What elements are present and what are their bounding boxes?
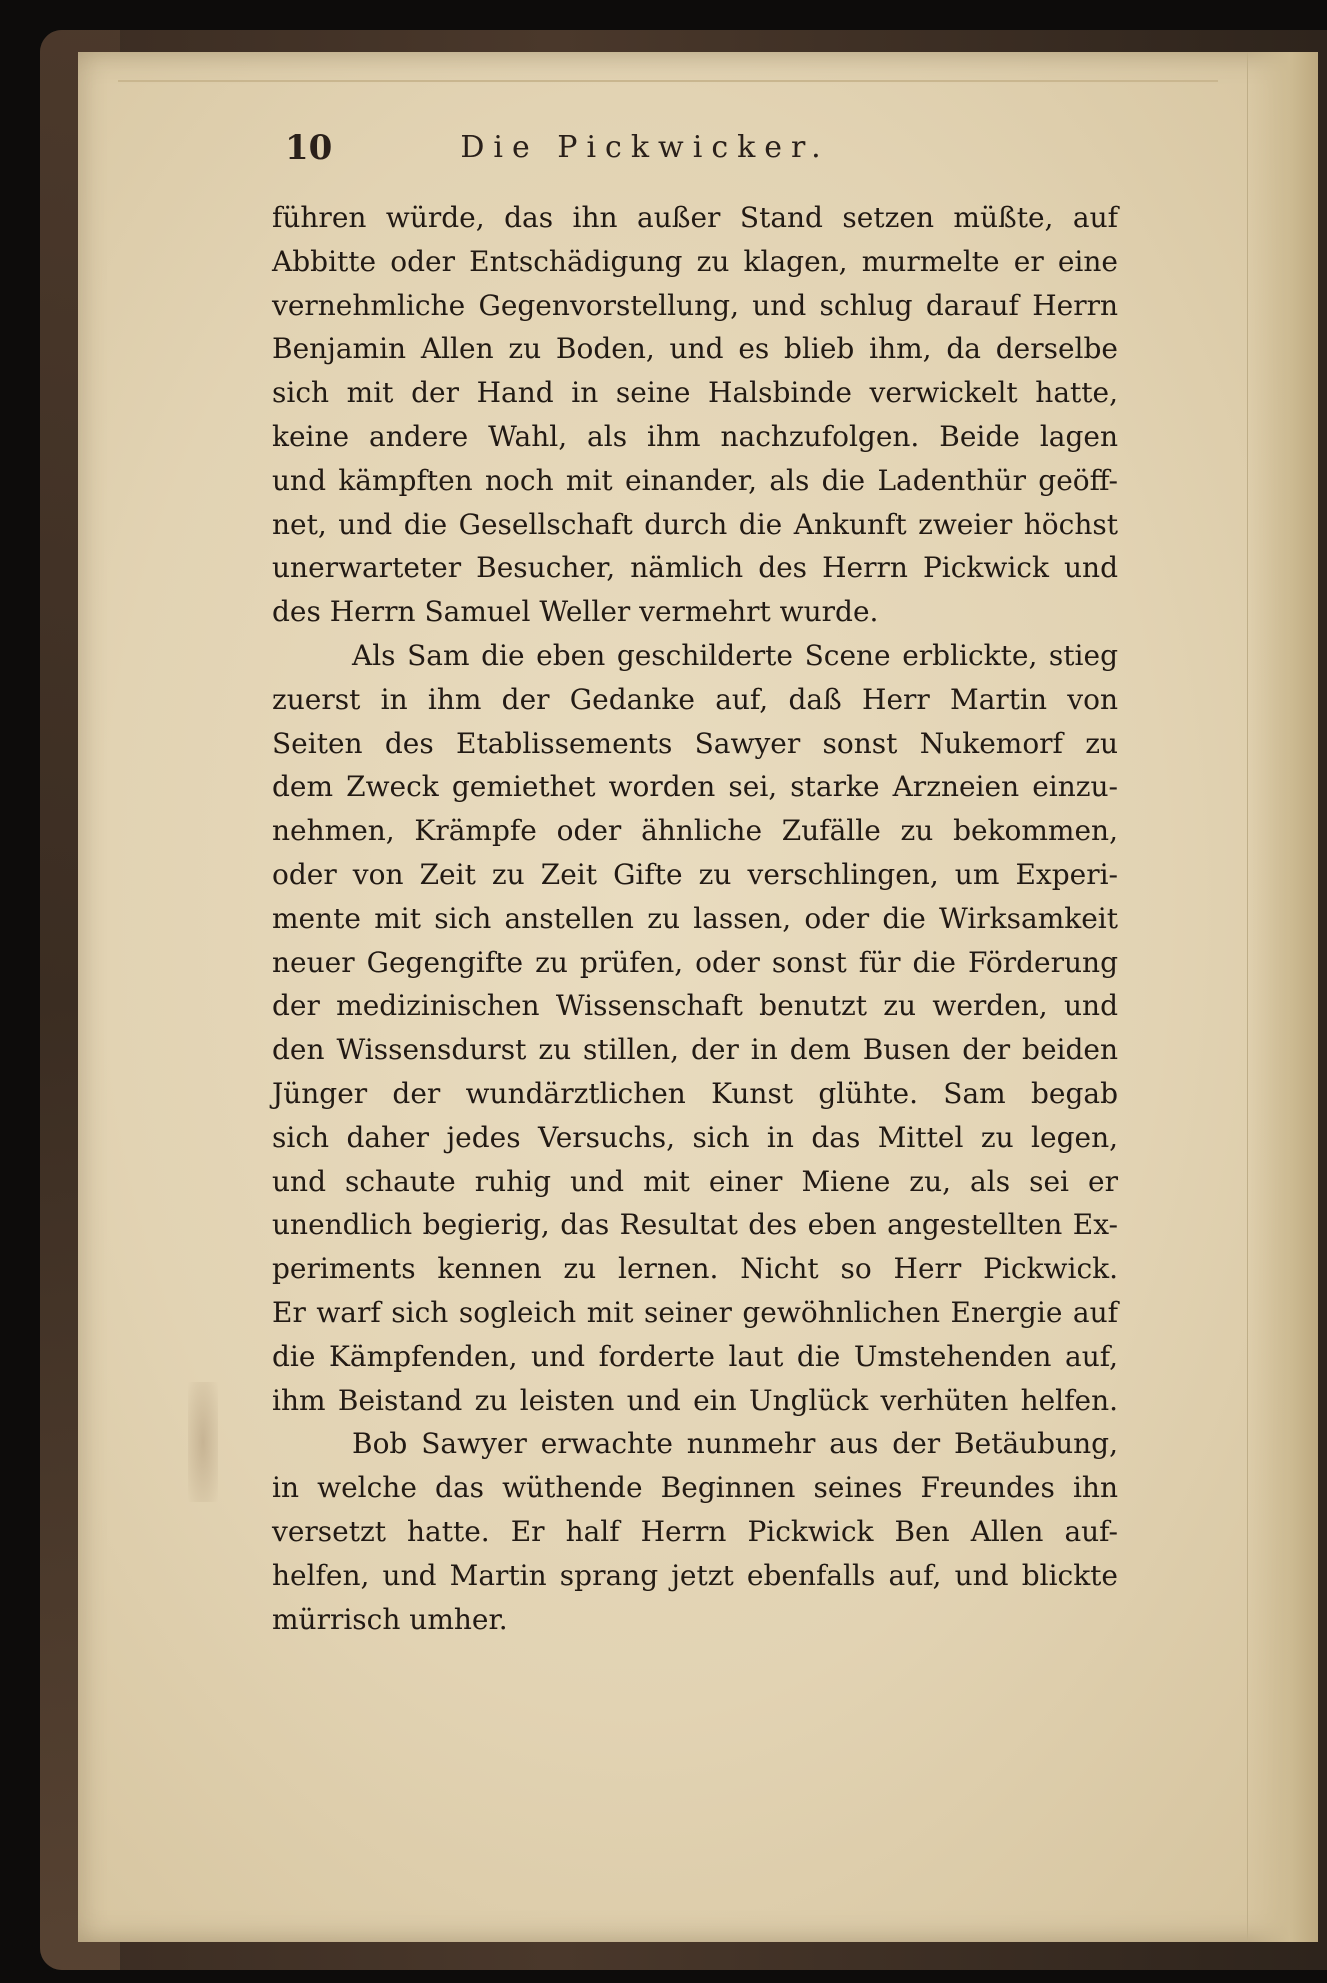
text-line: Bob Sawyer erwachte nunmehr aus der Betäubung,: [352, 1427, 1118, 1461]
text-line: mürrisch umher.: [272, 1602, 508, 1636]
text-line: Jünger der wundärztlichen Kunst glühte. Sam begab: [272, 1076, 1118, 1110]
page-stain: [188, 1382, 218, 1502]
page-number: 10: [285, 128, 333, 168]
text-line: in welche das wüthende Beginnen seines Freundes ihn: [272, 1471, 1118, 1505]
text-line: Benjamin Allen zu Boden, und es blieb ihm, da derselbe: [272, 332, 1118, 366]
text-line: Er warf sich sogleich mit seiner gewöhnlichen Energie auf: [272, 1295, 1118, 1329]
text-line: versetzt hatte. Er half Herrn Pickwick Ben Allen auf-: [272, 1514, 1118, 1548]
text-line: dem Zweck gemiethet worden sei, starke Arzneien einzu-: [272, 770, 1118, 804]
text-line: Abbitte oder Entschädigung zu klagen, murmelte er eine: [272, 244, 1118, 278]
text-line: und schaute ruhig und mit einer Miene zu, als sei er: [272, 1164, 1118, 1198]
page-edge: [1247, 52, 1318, 1942]
text-line: führen würde, das ihn außer Stand setzen müßte, auf: [272, 201, 1118, 234]
text-line: des Herrn Samuel Weller vermehrt wurde.: [272, 595, 879, 629]
text-line: keine andere Wahl, als ihm nachzufolgen. Beide lagen: [272, 419, 1118, 453]
text-line: mente mit sich anstellen zu lassen, oder die Wirksamkeit: [272, 901, 1118, 935]
running-title: Die Pickwicker.: [460, 130, 830, 165]
text-line: zuerst in ihm der Gedanke auf, daß Herr Martin von: [272, 682, 1118, 716]
page-top-rule: [118, 80, 1218, 82]
text-line: periments kennen zu lernen. Nicht so Herr Pickwick.: [272, 1252, 1118, 1286]
text-line: ihm Beistand zu leisten und ein Unglück verhüten helfen.: [272, 1383, 1118, 1417]
text-line: unendlich begierig, das Resultat des eben angestellten Ex-: [272, 1208, 1118, 1242]
text-line: sich daher jedes Versuchs, sich in das Mittel zu legen,: [272, 1120, 1118, 1154]
body-text: [272, 196, 1118, 1641]
text-line: der medizinischen Wissenschaft benutzt zu werden, und: [272, 989, 1118, 1023]
text-line: helfen, und Martin sprang jetzt ebenfalls auf, und blickte: [272, 1558, 1118, 1592]
text-line: die Kämpfenden, und forderte laut die Umstehenden auf,: [272, 1339, 1118, 1373]
text-line: neuer Gegengifte zu prüfen, oder sonst für die Förderung: [272, 945, 1118, 979]
text-line: nehmen, Krämpfe oder ähnliche Zufälle zu bekommen,: [272, 814, 1118, 848]
text-line: net, und die Gesellschaft durch die Ankunft zweier höchst: [272, 507, 1118, 541]
text-line: Als Sam die eben geschilderte Scene erblickte, stieg: [352, 638, 1118, 672]
page-header: [200, 128, 1090, 188]
text-line: und kämpften noch mit einander, als die Ladenthür geöff-: [272, 463, 1118, 497]
text-line: sich mit der Hand in seine Halsbinde verwickelt hatte,: [272, 376, 1118, 410]
text-line: unerwarteter Besucher, nämlich des Herrn Pickwick und: [272, 551, 1118, 585]
text-line: vernehmliche Gegenvorstellung, und schlug darauf Herrn: [272, 288, 1118, 322]
text-line: den Wissensdurst zu stillen, der in dem Busen der beiden: [272, 1033, 1118, 1067]
text-line: Seiten des Etablissements Sawyer sonst Nukemorf zu: [272, 726, 1118, 760]
text-line: oder von Zeit zu Zeit Gifte zu verschlingen, um Experi-: [272, 857, 1118, 891]
